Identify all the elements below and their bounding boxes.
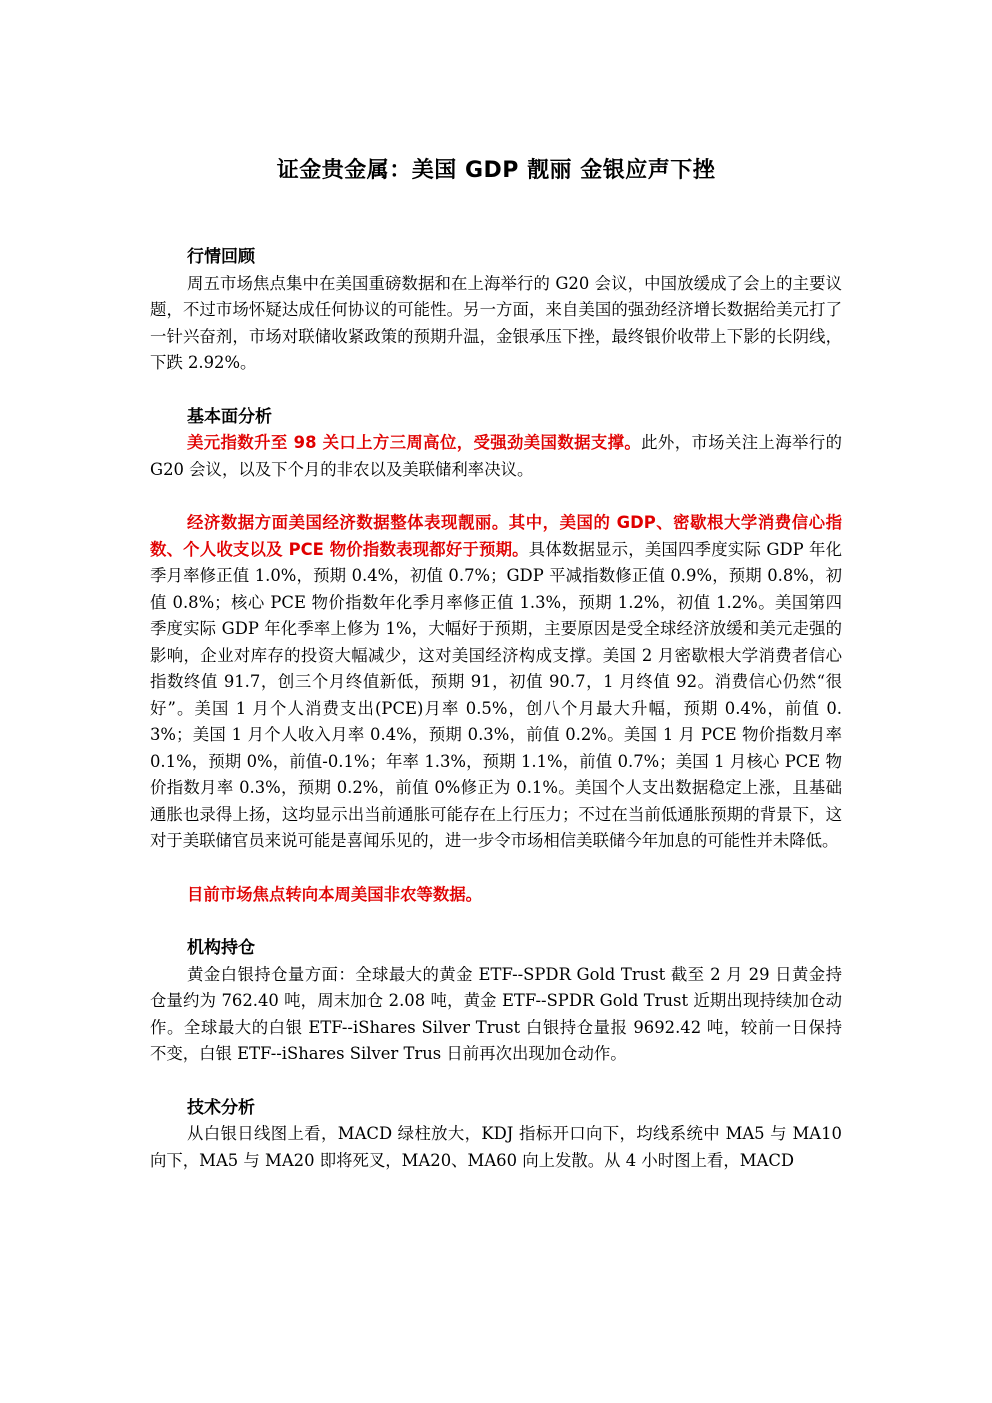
spacer — [150, 855, 842, 882]
body-text: 此外，市场关注上海举行的 G20 会议，以及下个月的非农以及美联储利率决议。 — [150, 433, 842, 479]
spacer — [150, 1068, 842, 1095]
paragraph-dollar-index — [150, 430, 842, 483]
section-heading-technical: 技术分析 — [187, 1097, 255, 1118]
section-heading-fundamental: 基本面分析 — [187, 406, 272, 427]
paragraph-economic-data — [150, 510, 842, 855]
section-positions — [150, 935, 842, 1068]
section-technical — [150, 1095, 842, 1175]
document-body — [150, 244, 842, 1174]
section-review — [150, 244, 842, 377]
spacer — [150, 377, 842, 404]
section-heading-review: 行情回顾 — [187, 247, 255, 267]
section-fundamental — [150, 404, 842, 909]
paragraph-technical: 从白银日线图上看，MACD 绿柱放大，KDJ 指标开口向下，均线系统中 MA5 与 MA10 向下，MA5 与 MA20 即将死叉，MA20、MA60 向上发散。从 4 小时图上看，MACD — [150, 1124, 842, 1170]
spacer — [150, 483, 842, 510]
document-title: 证金贵金属：美国 GDP 靓丽 金银应声下挫 — [276, 158, 716, 183]
highlight-text: 经济数据方面美国经济数据整体表现靓丽。其中，美国的 GDP、密歇根大学消费信心指数、个人收支以及 PCE 物价指数表现都好于预期。 — [150, 513, 842, 559]
spacer — [150, 908, 842, 935]
section-heading-positions: 机构持仓 — [187, 938, 255, 958]
highlight-text: 目前市场焦点转向本周美国非农等数据。 — [187, 884, 483, 904]
body-text: 具体数据显示，美国四季度实际 GDP 年化季月率修正值 1.0%，预期 0.4%，初值 0.7%；GDP 平减指数修正值 0.9%，预期 0.8%，初值 0.8%；核心 PCE 物价指数年化季月率修正值 1.3%，预期 1.2%，初值 1.2%。美国第四季度实际 GDP 年化季率上修为 1%，大幅好于预期，主要原因是受全球经济放缓和美元走强的影响，企业对库存的投资大幅减少，这对美国经济构成支撑。美国 2 月密歇根大学消费者信心指数终值 91.7，创三个月终值新低，预期 91，初值 90.7，1 月终值 92。消费信心仍然“很好”。美国 1 月个人消费支出(PCE)月率 0.5%，创八个月最大升幅，预期 0.4%，前值 0.3%；美国 1 月个人收入月率 0.4%，预期 0.3%，前值 0.2%。美国 1 月 PCE 物价指数月率 0.1%，预期 0%，前值-0.1%；年率 1.3%，预期 1.1%，前值 0.7%；美国 1 月核心 PCE 物价指数月率 0.3%，预期 0.2%，前值 0%修正为 0.1%。美国个人支出数据稳定上涨，且基础通胀也录得上扬，这均显示出当前通胀可能存在上行压力；不过在当前低通胀预期的背景下，这对于美联储官员来说可能是喜闻乐见的，进一步令市场相信美联储今年加息的可能性并未降低。 — [150, 539, 842, 850]
paragraph-positions: 黄金白银持仓量方面：全球最大的黄金 ETF--SPDR Gold Trust 截至 2 月 29 日黄金持仓量约为 762.40 吨，周末加仓 2.08 吨，黄金 ETF--SPDR Gold Trust 近期出现持续加仓动作。全球最大的白银 ETF--iShares Silver Trust 白银持仓量报 9692.42 吨，较前一日保持不变，白银 ETF--iShares Silver Trus 日前再次出现加仓动作。 — [150, 964, 842, 1063]
paragraph-market-focus — [150, 882, 842, 909]
highlight-text: 美元指数升至 98 关口上方三周高位，受强劲美国数据支撑。 — [187, 433, 642, 452]
paragraph-review: 周五市场焦点集中在美国重磅数据和在上海举行的 G20 会议，中国放缓成了会上的主要议题，不过市场怀疑达成任何协议的可能性。另一方面，来自美国的强劲经济增长数据给美元打了一针兴奋剂，市场对联储收紧政策的预期升温，金银承压下挫，最终银价收带上下影的长阴线，下跌 2.92%。 — [150, 273, 842, 372]
